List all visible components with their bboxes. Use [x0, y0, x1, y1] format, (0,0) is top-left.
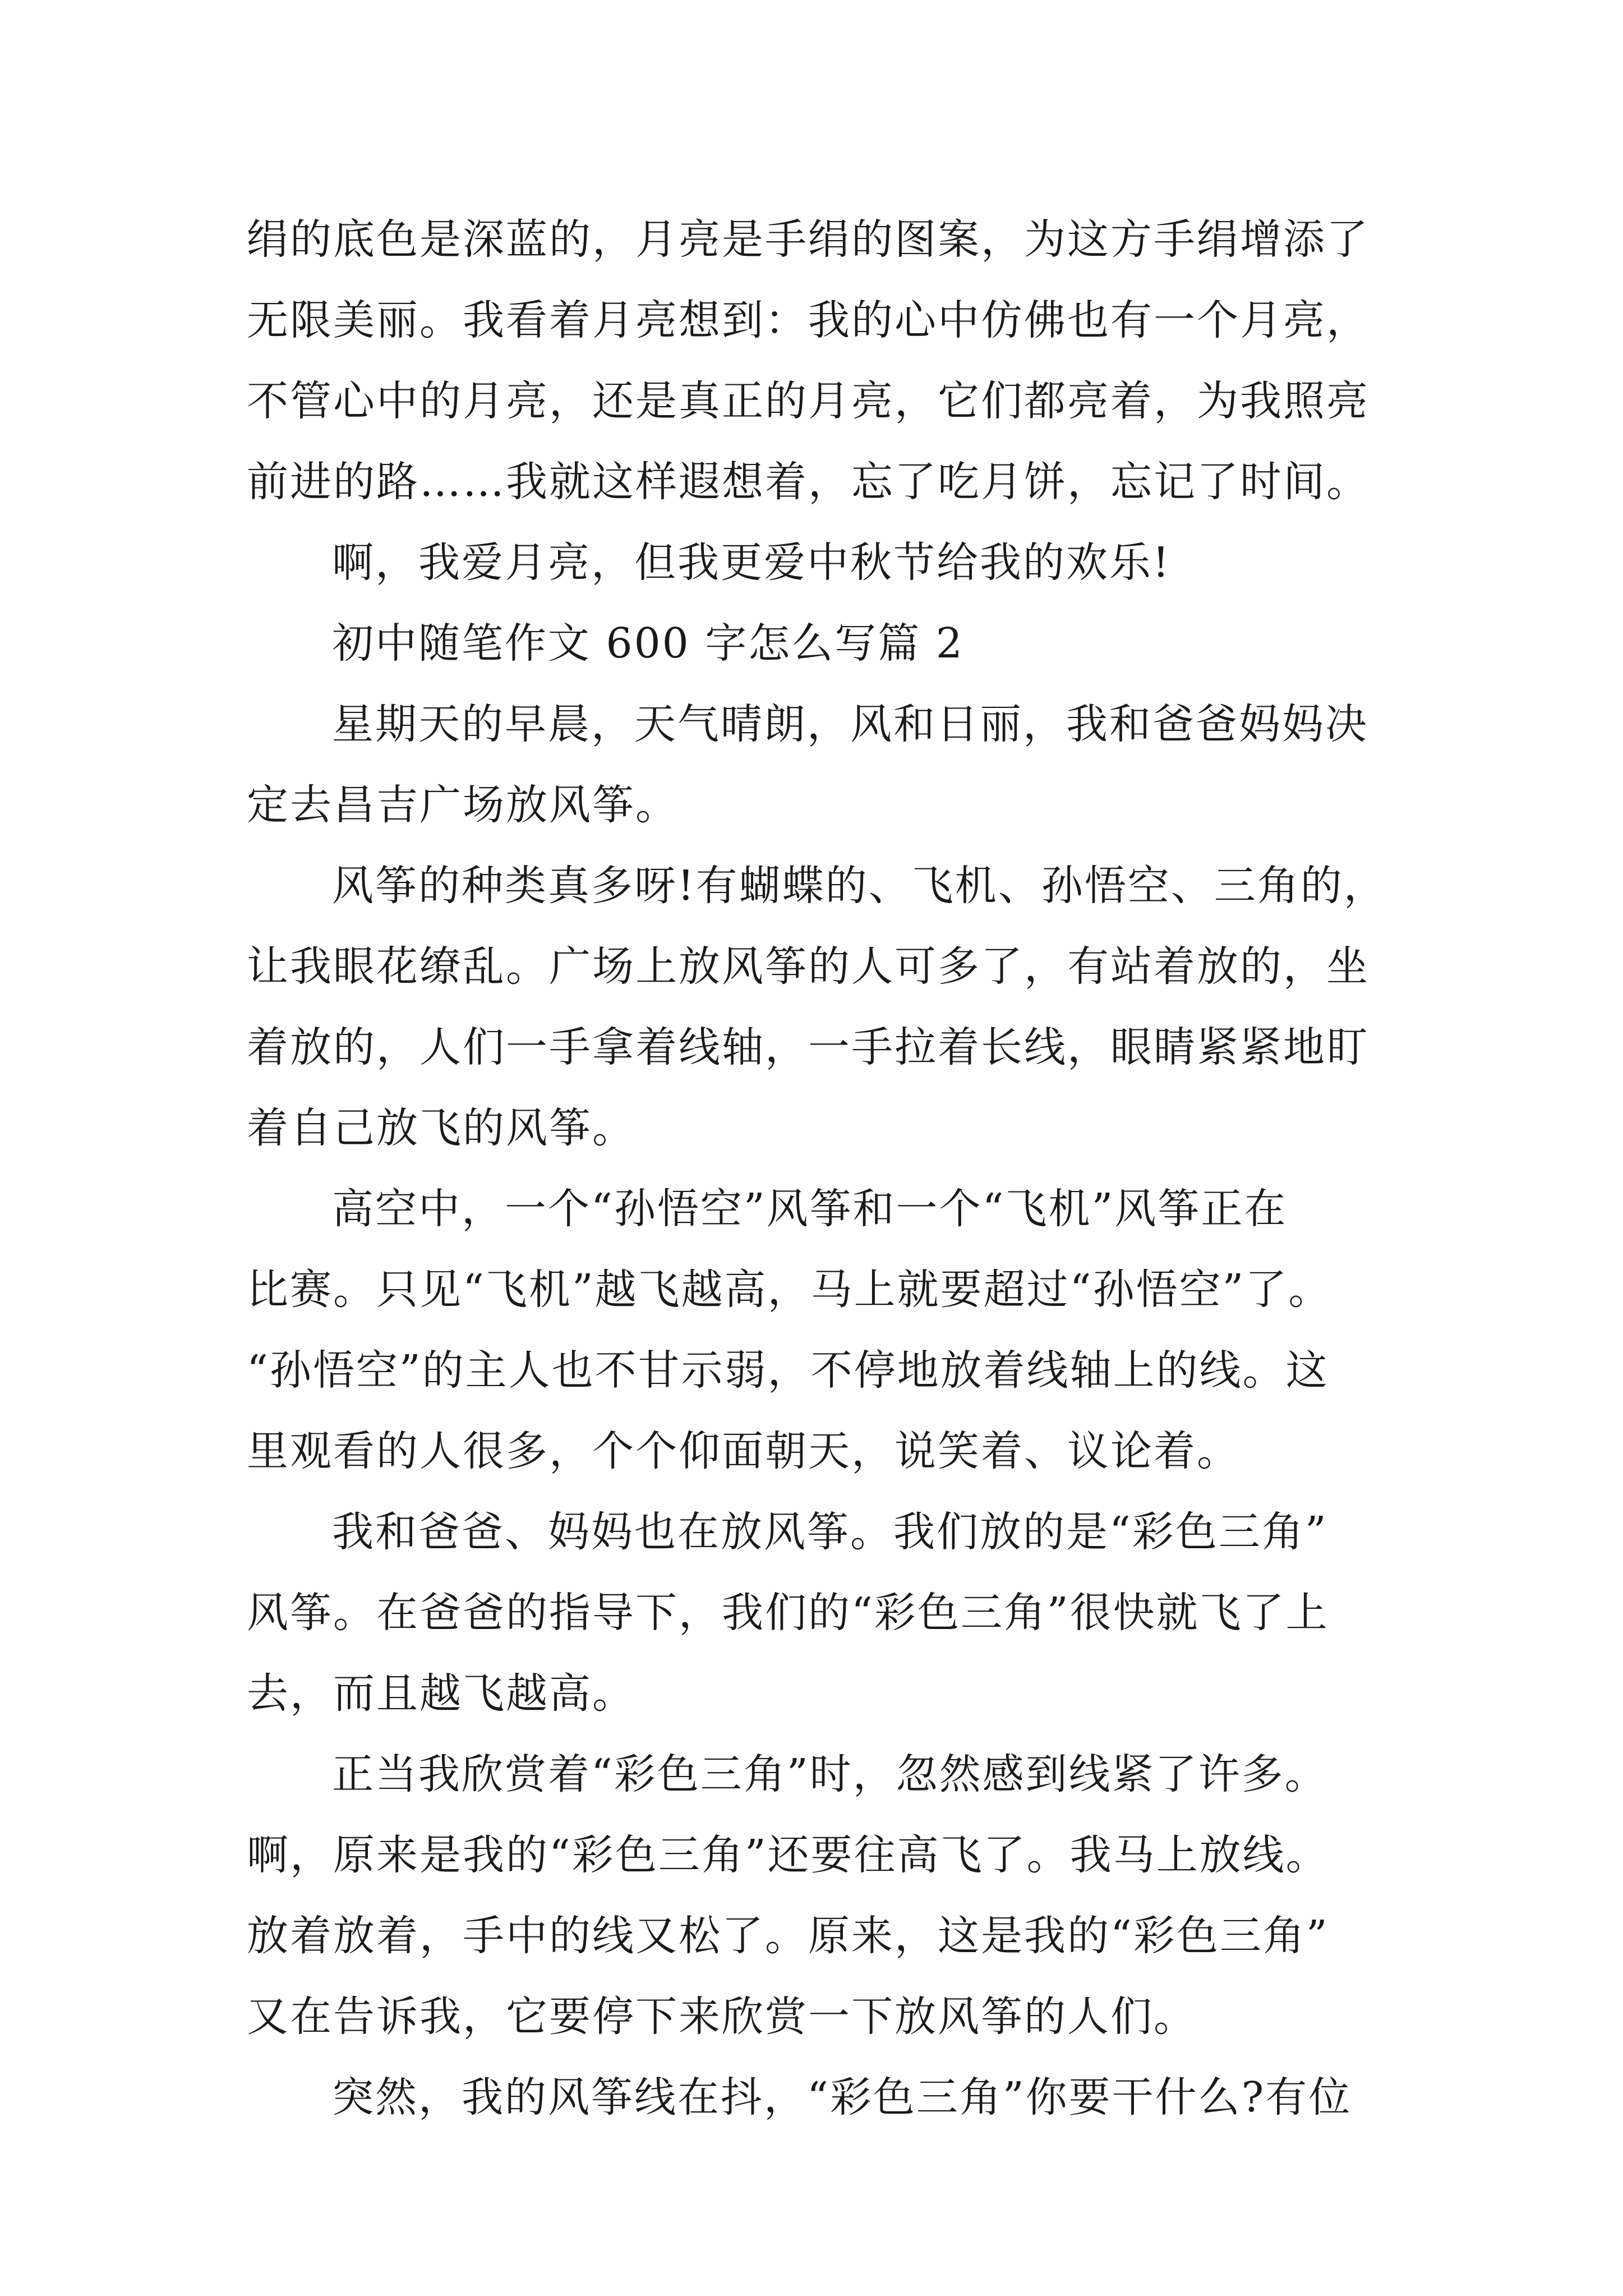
text-line: “孙悟空”的主人也不甘示弱，不停地放着线轴上的线。这	[247, 1346, 1329, 1395]
text-line: 又在告诉我，它要停下来欣赏一下放风筝的人们。	[247, 1993, 1197, 2041]
text-line: 前进的路……我就这样遐想着，忘了吃月饼，忘记了时间。	[247, 458, 1370, 506]
text-line: 绢的底色是深蓝的，月亮是手绢的图案，为这方手绢增添了	[247, 215, 1370, 264]
text-line: 让我眼花缭乱。广场上放风筝的人可多了，有站着放的，坐	[247, 942, 1370, 991]
text-line: 着放的，人们一手拿着线轴，一手拉着长线，眼睛紧紧地盯	[247, 1023, 1370, 1071]
essay-body	[247, 199, 1402, 2138]
text-line: 啊，我爱月亮，但我更爱中秋节给我的欢乐!	[332, 539, 1171, 587]
text-line: 无限美丽。我看着月亮想到：我的心中仿佛也有一个月亮，	[247, 296, 1370, 344]
text-line: 突然，我的风筝线在抖，“彩色三角”你要干什么?有位	[332, 2073, 1352, 2122]
text-line: 去，而且越飞越高。	[247, 1669, 635, 1718]
text-line: 放着放着，手中的线又松了。原来，这是我的“彩色三角”	[247, 1912, 1329, 1960]
text-line: 星期天的早晨，天气晴朗，风和日丽，我和爸爸妈妈决	[332, 700, 1368, 748]
text-line: 啊，原来是我的“彩色三角”还要往高飞了。我马上放线。	[247, 1831, 1329, 1879]
text-line: 比赛。只见“飞机”越飞越高，马上就要超过“孙悟空”了。	[247, 1266, 1332, 1314]
section-heading: 初中随笔作文 600 字怎么写篇 2	[332, 619, 964, 668]
text-line: 风筝。在爸爸的指导下，我们的“彩色三角”很快就飞了上	[247, 1589, 1329, 1637]
text-line: 着自己放飞的风筝。	[247, 1104, 635, 1152]
text-line: 正当我欣赏着“彩色三角”时，忽然感到线紧了许多。	[332, 1750, 1328, 1798]
text-line: 我和爸爸、妈妈也在放风筝。我们放的是“彩色三角”	[332, 1508, 1328, 1556]
text-line: 高空中，一个“孙悟空”风筝和一个“飞机”风筝正在	[332, 1185, 1288, 1233]
text-line: 定去昌吉广场放风筝。	[247, 781, 679, 829]
text-line: 不管心中的月亮，还是真正的月亮，它们都亮着，为我照亮	[247, 377, 1370, 425]
text-line: 里观看的人很多，个个仰面朝天，说笑着、议论着。	[247, 1427, 1240, 1475]
text-line: 风筝的种类真多呀!有蝴蝶的、飞机、孙悟空、三角的，	[332, 862, 1387, 910]
